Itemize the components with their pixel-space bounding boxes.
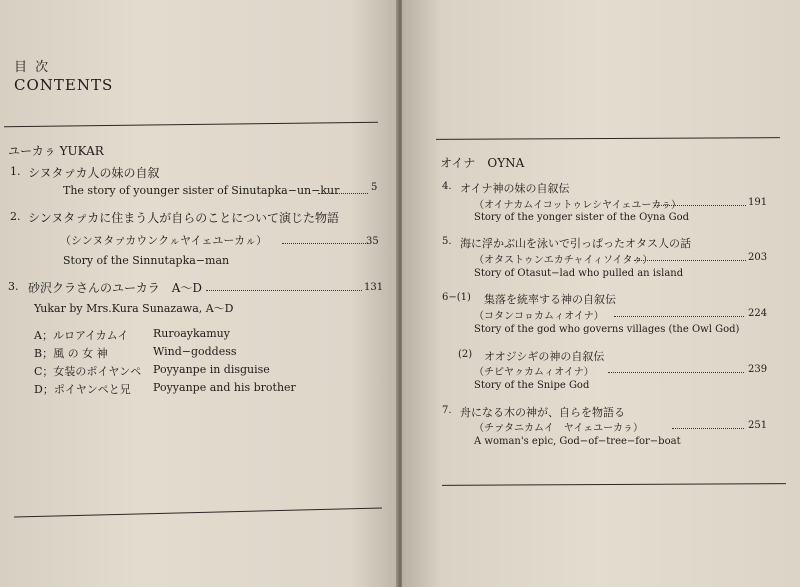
entry-title-ainu: （コタンコㇿカムィオイナ） bbox=[474, 311, 604, 322]
entry-number: 3. bbox=[8, 280, 19, 293]
divider bbox=[4, 122, 378, 128]
entry-title-jp: 舟になる木の神が、自らを物語る bbox=[460, 406, 625, 419]
entry-number: 5. bbox=[442, 236, 452, 247]
entry-title-en: Story of the Sinnutapka−man bbox=[63, 254, 230, 267]
leader-dots bbox=[318, 193, 368, 194]
entry-title-ainu: （チㇷ゚タニカムイ ヤイェユーカㇻ） bbox=[474, 423, 643, 434]
entry-title-en: Story of the yonger sister of the Oyna God bbox=[474, 212, 689, 223]
entry-number: 1. bbox=[10, 165, 21, 178]
leader-dots bbox=[282, 243, 368, 244]
leader-dots bbox=[672, 428, 744, 429]
contents-heading-jp: 目 次 bbox=[14, 60, 51, 75]
entry-number: 4. bbox=[442, 181, 452, 192]
entry-title-jp: シンヌタㇷ゚カに住まう人が自らのことについて演じた物語 bbox=[28, 211, 339, 225]
leader-dots bbox=[608, 372, 744, 373]
entry-title-jp: オオジシギの神の自叙伝 bbox=[484, 350, 605, 363]
entry-title-jp: 海に浮かぶ山を泳いで引っぱったオタス人の話 bbox=[460, 237, 691, 250]
left-page bbox=[0, 0, 398, 587]
sub-item-jp: B；風 の 女 神 bbox=[34, 347, 108, 360]
entry-title-en: Story of Otasut−lad who pulled an island bbox=[474, 268, 684, 279]
contents-heading-en: CONTENTS bbox=[14, 76, 114, 94]
entry-title-jp: シヌタㇷ゚カ人の妹の自叙 bbox=[28, 166, 160, 180]
entry-title-ainu: （オイナカムイコットゥレシヤイェユーカㇻ） bbox=[474, 200, 682, 211]
entry-title-jp: 集落を統率する神の自叙伝 bbox=[484, 293, 616, 306]
entry-title-jp: オイナ神の妹の自叙伝 bbox=[460, 182, 570, 195]
sub-item-en: Wind−goddess bbox=[153, 345, 237, 358]
entry-title-en: A woman's epic, God−of−tree−for−boat bbox=[474, 436, 681, 447]
divider bbox=[436, 137, 780, 140]
entry-page: 251 bbox=[748, 420, 768, 431]
entry-number: 7. bbox=[442, 405, 452, 416]
bottom-divider bbox=[442, 483, 786, 486]
leader-dots bbox=[634, 260, 746, 261]
entry-number: (2) bbox=[458, 349, 473, 360]
section-title-yukar: ユーカㇻ YUKAR bbox=[8, 144, 104, 158]
leader-dots bbox=[206, 290, 362, 291]
leader-dots bbox=[654, 205, 746, 206]
section-title-oyna: オイナ OYNA bbox=[440, 156, 525, 170]
entry-number: 6−(1) bbox=[442, 292, 471, 303]
sub-item-jp: C；女装のポイヤンペ bbox=[34, 365, 142, 378]
entry-title-ainu: （シンヌタㇷ゚カウンクㇽヤイェユーカㇽ） bbox=[60, 234, 268, 247]
entry-title-en: Yukar by Mrs.Kura Sunazawa, A〜D bbox=[34, 302, 234, 315]
entry-page: 239 bbox=[748, 364, 768, 375]
entry-title-en: Story of the god who governs villages (the Owl God) bbox=[474, 324, 740, 335]
sub-item-en: Ruroaykamuy bbox=[153, 327, 230, 340]
sub-item-en: Poyyanpe in disguise bbox=[153, 363, 270, 376]
entry-page: 203 bbox=[748, 252, 768, 263]
leader-dots bbox=[614, 316, 744, 317]
sub-item-jp: A；ルロアイカムイ bbox=[34, 329, 129, 342]
entry-page: 5 bbox=[371, 182, 378, 193]
entry-title-en: Story of the Snipe God bbox=[474, 380, 590, 391]
entry-page: 35 bbox=[366, 236, 379, 247]
entry-page: 224 bbox=[748, 308, 768, 319]
entry-title-ainu: （オタストゥンエカチャイィソイタㇰ） bbox=[474, 255, 653, 266]
right-page bbox=[402, 0, 800, 587]
entry-page: 131 bbox=[364, 282, 384, 293]
bottom-divider bbox=[14, 508, 382, 518]
entry-title-en: The story of younger sister of Sinutapka−un−kur bbox=[63, 184, 340, 197]
entry-page: 191 bbox=[748, 197, 768, 208]
entry-title-jp: 砂沢クラさんのユーカラ A〜D bbox=[28, 281, 203, 295]
sub-item-jp: D；ポイヤンペと兄 bbox=[34, 383, 131, 396]
entry-title-ainu: （チピヤㇰカムィオイナ） bbox=[474, 367, 594, 378]
entry-number: 2. bbox=[10, 210, 21, 223]
sub-item-en: Poyyanpe and his brother bbox=[153, 381, 296, 394]
